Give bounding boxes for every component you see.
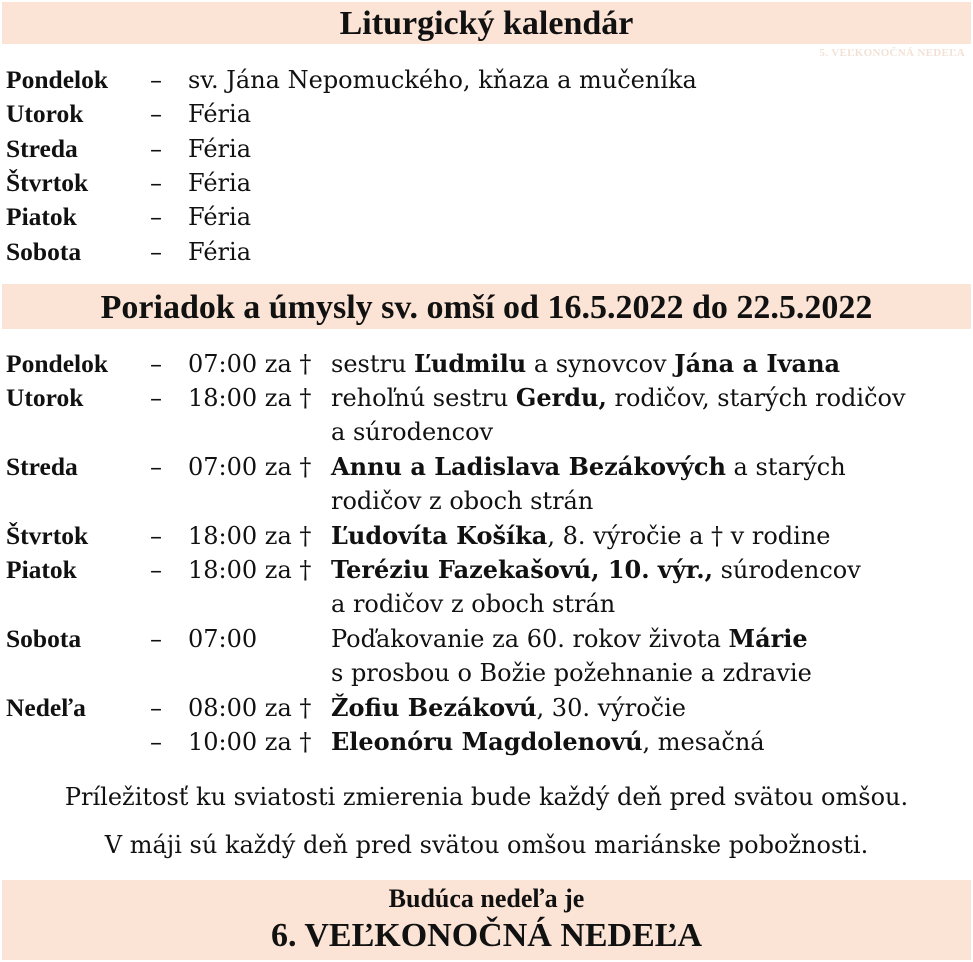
- mass-time: 07:00 za †: [188, 350, 312, 378]
- mass-schedule-title: Poriadok a úmysly sv. omší od 16.5.2022 do 22.5.2022: [100, 289, 873, 326]
- dash: –: [150, 169, 162, 197]
- day-label: Pondelok: [6, 349, 109, 378]
- feast-text: Féria: [188, 238, 251, 266]
- day-label: Štvrtok: [6, 521, 89, 550]
- day-label: Sobota: [6, 624, 82, 653]
- mass-intention: rehoľnú sestru Gerdu, rodičov, starých rodičov a súrodencov: [331, 383, 906, 447]
- day-label: Nedeľa: [6, 693, 86, 722]
- feast-text: Féria: [188, 100, 251, 128]
- feast-text: sv. Jána Nepomuckého, kňaza a mučeníka: [188, 66, 697, 94]
- mass-time: 07:00: [188, 625, 258, 653]
- dash: –: [150, 238, 162, 266]
- marian-devotion-note: V máji sú každý deň pred svätou omšou mariánske pobožnosti.: [104, 831, 869, 859]
- feast-text: Féria: [188, 135, 251, 163]
- day-label: Piatok: [6, 555, 77, 584]
- dash: –: [150, 203, 162, 231]
- mass-time: 18:00 za †: [188, 384, 312, 412]
- mass-intention: Poďakovanie za 60. rokov života Márie s prosbou o Božie požehnanie a zdravie: [331, 624, 812, 688]
- mass-intention: Annu a Ladislava Bezákových a starých rodičov z oboch strán: [331, 452, 846, 516]
- dash: –: [150, 66, 162, 94]
- next-sunday-box: [2, 880, 971, 960]
- dash: –: [150, 556, 162, 584]
- dash: –: [150, 350, 162, 378]
- mass-time: 18:00 za †: [188, 522, 312, 550]
- dash: –: [150, 694, 162, 722]
- mass-intention: sestru Ľudmilu a synovcov Jána a Ivana: [331, 349, 841, 378]
- dash: –: [150, 453, 162, 481]
- dash: –: [150, 728, 162, 756]
- next-sunday-label: Budúca nedeľa je: [388, 884, 585, 913]
- mass-intention: Žofiu Bezákovú, 30. výročie: [331, 693, 686, 722]
- mass-time: 08:00 za †: [188, 694, 312, 722]
- mass-intention: Teréziu Fazekašovú, 10. výr., súrodencov a rodičov z oboch strán: [331, 555, 861, 619]
- dash: –: [150, 100, 162, 128]
- mass-schedule-header: [2, 284, 971, 329]
- feast-text: Féria: [188, 203, 251, 231]
- day-label: Streda: [6, 452, 78, 481]
- dash: –: [150, 384, 162, 412]
- day-label: Sobota: [6, 237, 82, 266]
- day-label: Utorok: [6, 99, 84, 128]
- next-sunday-name: 6. VEĽKONOČNÁ NEDEĽA: [270, 917, 703, 954]
- liturgical-calendar-header: [2, 2, 971, 44]
- day-label: Streda: [6, 134, 78, 163]
- dash: –: [150, 625, 162, 653]
- confession-note: Príležitosť ku sviatosti zmierenia bude každý deň pred svätou omšou.: [64, 783, 909, 811]
- liturgical-calendar-title: Liturgický kalendár: [339, 5, 634, 42]
- mass-time: 18:00 za †: [188, 556, 312, 584]
- dash: –: [150, 522, 162, 550]
- day-label: Piatok: [6, 202, 77, 231]
- day-label: Štvrtok: [6, 168, 89, 197]
- day-label: Pondelok: [6, 65, 109, 94]
- mass-intention: Ľudovíta Košíka, 8. výročie a † v rodine: [331, 521, 831, 550]
- mass-time: 07:00 za †: [188, 453, 312, 481]
- mass-intention: Eleonóru Magdolenovú, mesačná: [331, 727, 765, 756]
- watermark-text: 5. VEĽKONOČNÁ NEDEĽA: [819, 47, 965, 59]
- feast-text: Féria: [188, 169, 251, 197]
- dash: –: [150, 135, 162, 163]
- mass-time: 10:00 za †: [188, 728, 312, 756]
- day-label: Utorok: [6, 383, 84, 412]
